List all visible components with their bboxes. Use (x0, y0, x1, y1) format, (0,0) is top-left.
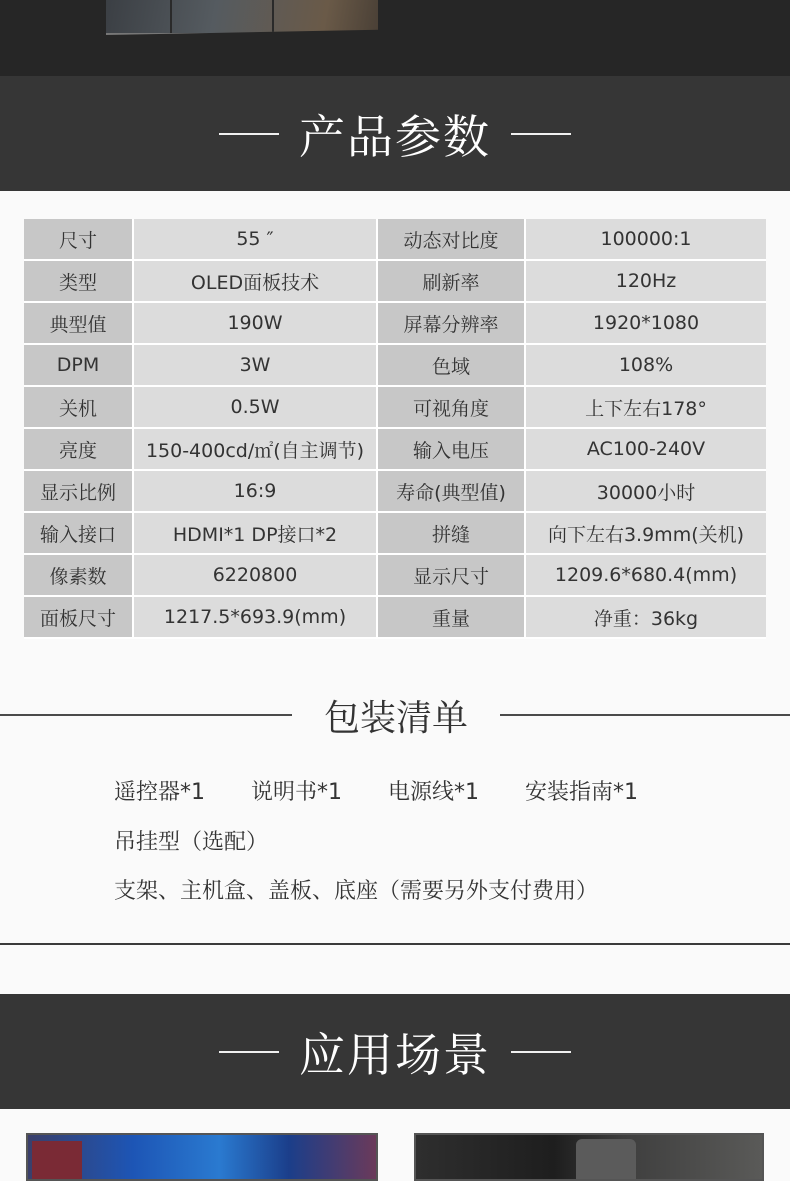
spec-key: 面板尺寸 (24, 597, 134, 639)
spec-value: 30000小时 (526, 471, 766, 513)
package-optional: 吊挂型（选配） (114, 830, 269, 855)
section-title: 产品参数 (299, 109, 491, 164)
spec-row (24, 429, 766, 471)
spec-value: OLED面板技术 (134, 261, 378, 303)
spec-table (24, 219, 766, 639)
spec-value: 120Hz (526, 261, 766, 303)
spec-value: 1217.5*693.9(mm) (134, 597, 378, 639)
spec-value: 190W (134, 303, 378, 345)
title-dash-right (511, 133, 571, 135)
divider-line-right (500, 714, 790, 716)
section-title: 应用场景 (299, 1027, 491, 1082)
spec-value: 向下左右3.9mm(关机) (526, 513, 766, 555)
spec-value: 净重：36kg (526, 597, 766, 639)
spec-key: 拼缝 (378, 513, 526, 555)
spec-key: DPM (24, 345, 134, 387)
spec-key: 寿命(典型值) (378, 471, 526, 513)
spec-key: 输入电压 (378, 429, 526, 471)
spec-value: HDMI*1 DP接口*2 (134, 513, 378, 555)
section-title: 包装清单 (323, 698, 468, 739)
spec-key: 关机 (24, 387, 134, 429)
spec-row (24, 219, 766, 261)
spec-row (24, 303, 766, 345)
spec-row (24, 345, 766, 387)
spec-key: 输入接口 (24, 513, 134, 555)
spec-value: 55 ″ (134, 219, 378, 261)
package-extra: 支架、主机盒、盖板、底座（需要另外支付费用） (114, 879, 599, 904)
photo-seam (170, 0, 172, 33)
spec-value: 0.5W (134, 387, 378, 429)
product-photo (106, 0, 378, 35)
spec-value: 16:9 (134, 471, 378, 513)
spec-row (24, 555, 766, 597)
spec-key: 亮度 (24, 429, 134, 471)
spec-key: 可视角度 (378, 387, 526, 429)
title-dash-left (219, 133, 279, 135)
building-shape (32, 1141, 82, 1179)
spec-key: 动态对比度 (378, 219, 526, 261)
package-item: 电源线*1 (388, 780, 479, 805)
spec-key: 显示比例 (24, 471, 134, 513)
spec-value: AC100-240V (526, 429, 766, 471)
spec-key: 尺寸 (24, 219, 134, 261)
package-item: 安装指南*1 (525, 780, 638, 805)
title-dash-left (219, 1051, 279, 1053)
spec-value: 100000:1 (526, 219, 766, 261)
spec-value: 1209.6*680.4(mm) (526, 555, 766, 597)
spec-value: 上下左右178° (526, 387, 766, 429)
photo-seam (272, 0, 274, 33)
spec-row (24, 387, 766, 429)
scene-photo-indoor (414, 1133, 764, 1181)
package-items (114, 775, 684, 806)
spec-row (24, 261, 766, 303)
spec-value: 1920*1080 (526, 303, 766, 345)
top-photo-band (0, 0, 790, 76)
spec-key: 典型值 (24, 303, 134, 345)
pillar-shape (576, 1139, 636, 1179)
spec-key: 显示尺寸 (378, 555, 526, 597)
title-dash-right (511, 1051, 571, 1053)
spec-key: 类型 (24, 261, 134, 303)
package-item: 遥控器*1 (114, 780, 205, 805)
spec-value: 6220800 (134, 555, 378, 597)
section-header-specs (0, 76, 790, 191)
spec-value: 150-400cd/㎡(自主调节) (134, 429, 378, 471)
divider (0, 943, 790, 945)
spec-key: 屏幕分辨率 (378, 303, 526, 345)
spec-key: 色域 (378, 345, 526, 387)
spec-key: 像素数 (24, 555, 134, 597)
divider-line-left (0, 714, 292, 716)
spec-row (24, 471, 766, 513)
spec-row (24, 597, 766, 639)
spec-value: 3W (134, 345, 378, 387)
scene-photo-outdoor (26, 1133, 378, 1181)
spec-row (24, 513, 766, 555)
spec-key: 重量 (378, 597, 526, 639)
spec-value: 108% (526, 345, 766, 387)
package-list-header (0, 690, 790, 740)
section-header-scenes (0, 994, 790, 1109)
spec-key: 刷新率 (378, 261, 526, 303)
package-item: 说明书*1 (251, 780, 342, 805)
